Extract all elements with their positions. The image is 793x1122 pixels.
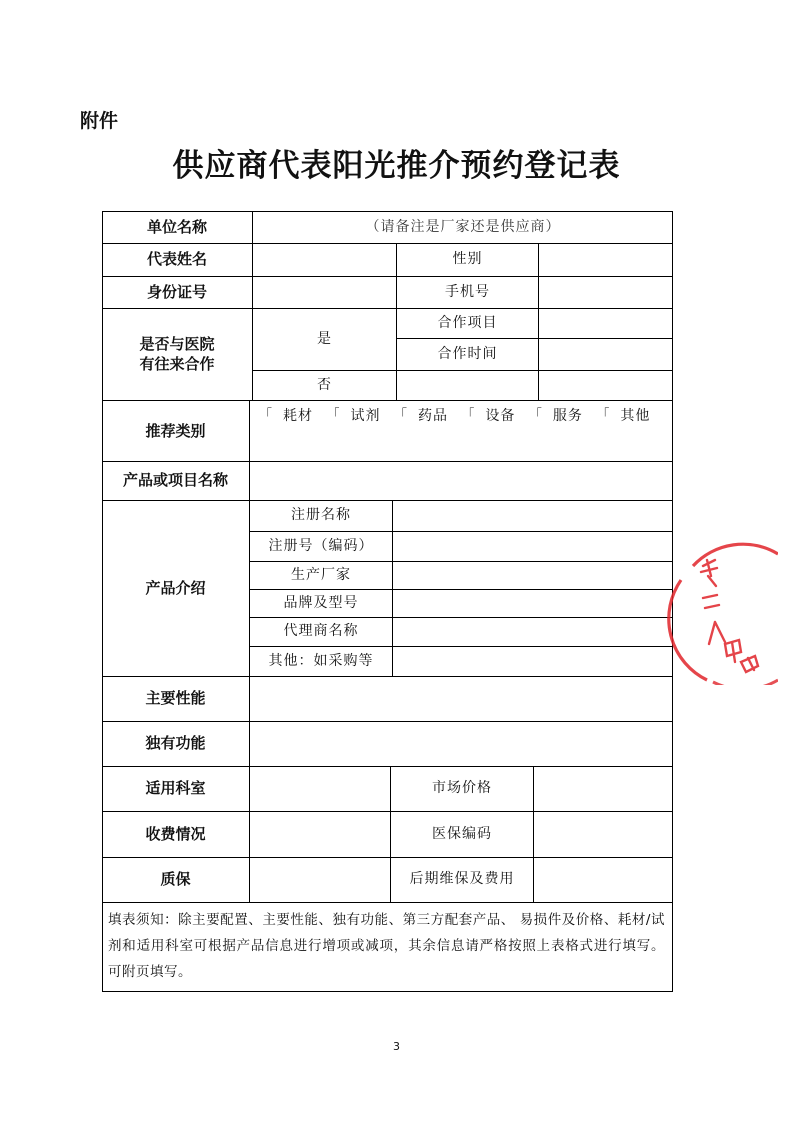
product-intro-label: 产品介绍 [145,578,206,597]
market-price-label: 市场价格 [432,780,492,797]
main-performance-label: 主要性能 [145,689,206,708]
category-text: 设备 [485,408,516,424]
brand-model-label: 品牌及型号 [283,594,359,611]
category-consumables[interactable] [259,404,313,428]
hospital-seal-icon [663,540,778,685]
coop-time-field[interactable] [539,338,673,370]
department-field[interactable] [250,766,390,811]
coop-project-label: 合作项目 [437,314,498,331]
category-equipment[interactable] [461,404,515,428]
gender-field[interactable] [539,243,673,276]
category-text: 药品 [417,408,448,424]
cooperation-label-line1: 是否与医院 [139,334,215,353]
maintenance-label: 后期维保及费用 [409,871,515,888]
row-divider [102,902,673,903]
gender-label: 性别 [452,251,483,268]
unit-name-field[interactable]: （请备注是厂家还是供应商） [365,218,561,235]
cooperation-label [102,308,252,400]
category-services[interactable] [529,404,583,428]
category-other[interactable] [596,404,650,428]
checkbox-icon[interactable]: 「 [326,408,341,423]
checkbox-icon[interactable]: 「 [596,408,611,423]
manufacturer-label: 生产厂家 [291,566,351,583]
id-number-label: 身份证号 [146,282,207,301]
category-text: 服务 [552,408,583,424]
coop-time-label: 合作时间 [437,345,498,362]
category-options [259,404,664,428]
product-name-field[interactable] [250,461,673,500]
insurance-code-field[interactable] [534,811,673,857]
cooperation-label-line2: 有往来合作 [139,355,215,373]
category-text: 试剂 [350,408,381,424]
registration-name-field[interactable] [393,500,673,531]
phone-field[interactable] [539,276,673,308]
product-name-label: 产品或项目名称 [122,471,228,490]
agent-name-field[interactable] [393,617,673,646]
unique-function-field[interactable] [250,721,673,766]
page-number: 3 [393,1040,400,1053]
attachment-label: 附件 [80,110,119,132]
brand-model-field[interactable] [393,589,673,617]
id-number-field[interactable] [253,276,396,308]
rep-name-label: 代表姓名 [146,250,207,269]
fee-label: 收费情况 [145,824,206,843]
maintenance-field[interactable] [534,857,673,902]
form-title: 供应商代表阳光推介预约登记表 [172,148,621,184]
category-text: 其他 [620,408,651,424]
registration-name-label: 注册名称 [291,507,351,524]
department-label: 适用科室 [145,779,206,798]
other-info-field[interactable] [393,646,673,676]
main-performance-field[interactable] [250,676,673,721]
checkbox-icon[interactable]: 「 [461,408,476,423]
warranty-field[interactable] [250,857,390,902]
cooperation-yes-option[interactable]: 是 [317,330,332,347]
checkbox-icon[interactable]: 「 [393,408,408,423]
registration-form [102,211,673,992]
rep-name-field[interactable] [253,243,396,276]
warranty-label: 质保 [160,870,191,889]
cooperation-no-option[interactable]: 否 [317,376,332,393]
fee-field[interactable] [250,811,390,857]
unit-name-label: 单位名称 [146,217,207,236]
phone-label: 手机号 [445,283,490,300]
checkbox-icon[interactable]: 「 [528,408,543,423]
registration-number-label: 注册号（编码） [268,537,374,554]
market-price-field[interactable] [534,766,673,811]
checkbox-icon[interactable]: 「 [259,408,274,423]
agent-name-label: 代理商名称 [283,623,359,640]
category-drugs[interactable] [394,404,448,428]
category-text: 耗材 [283,408,314,424]
category-reagents[interactable] [326,404,380,428]
insurance-code-label: 医保编码 [432,825,492,842]
coop-project-field[interactable] [539,308,673,338]
unique-function-label: 独有功能 [145,734,206,753]
filling-instructions: 填表须知：除主要配置、主要性能、独有功能、第三方配套产品、 易损件及价格、耗材/试剂和适用科室可根据产品信息进行增项或减项，其余信息请严格按照上表格式进行填写。可附页填写。 [108,912,665,980]
other-info-label: 其他：如采购等 [268,652,374,669]
registration-number-field[interactable] [393,531,673,561]
category-label: 推荐类别 [145,421,206,440]
manufacturer-field[interactable] [393,561,673,589]
